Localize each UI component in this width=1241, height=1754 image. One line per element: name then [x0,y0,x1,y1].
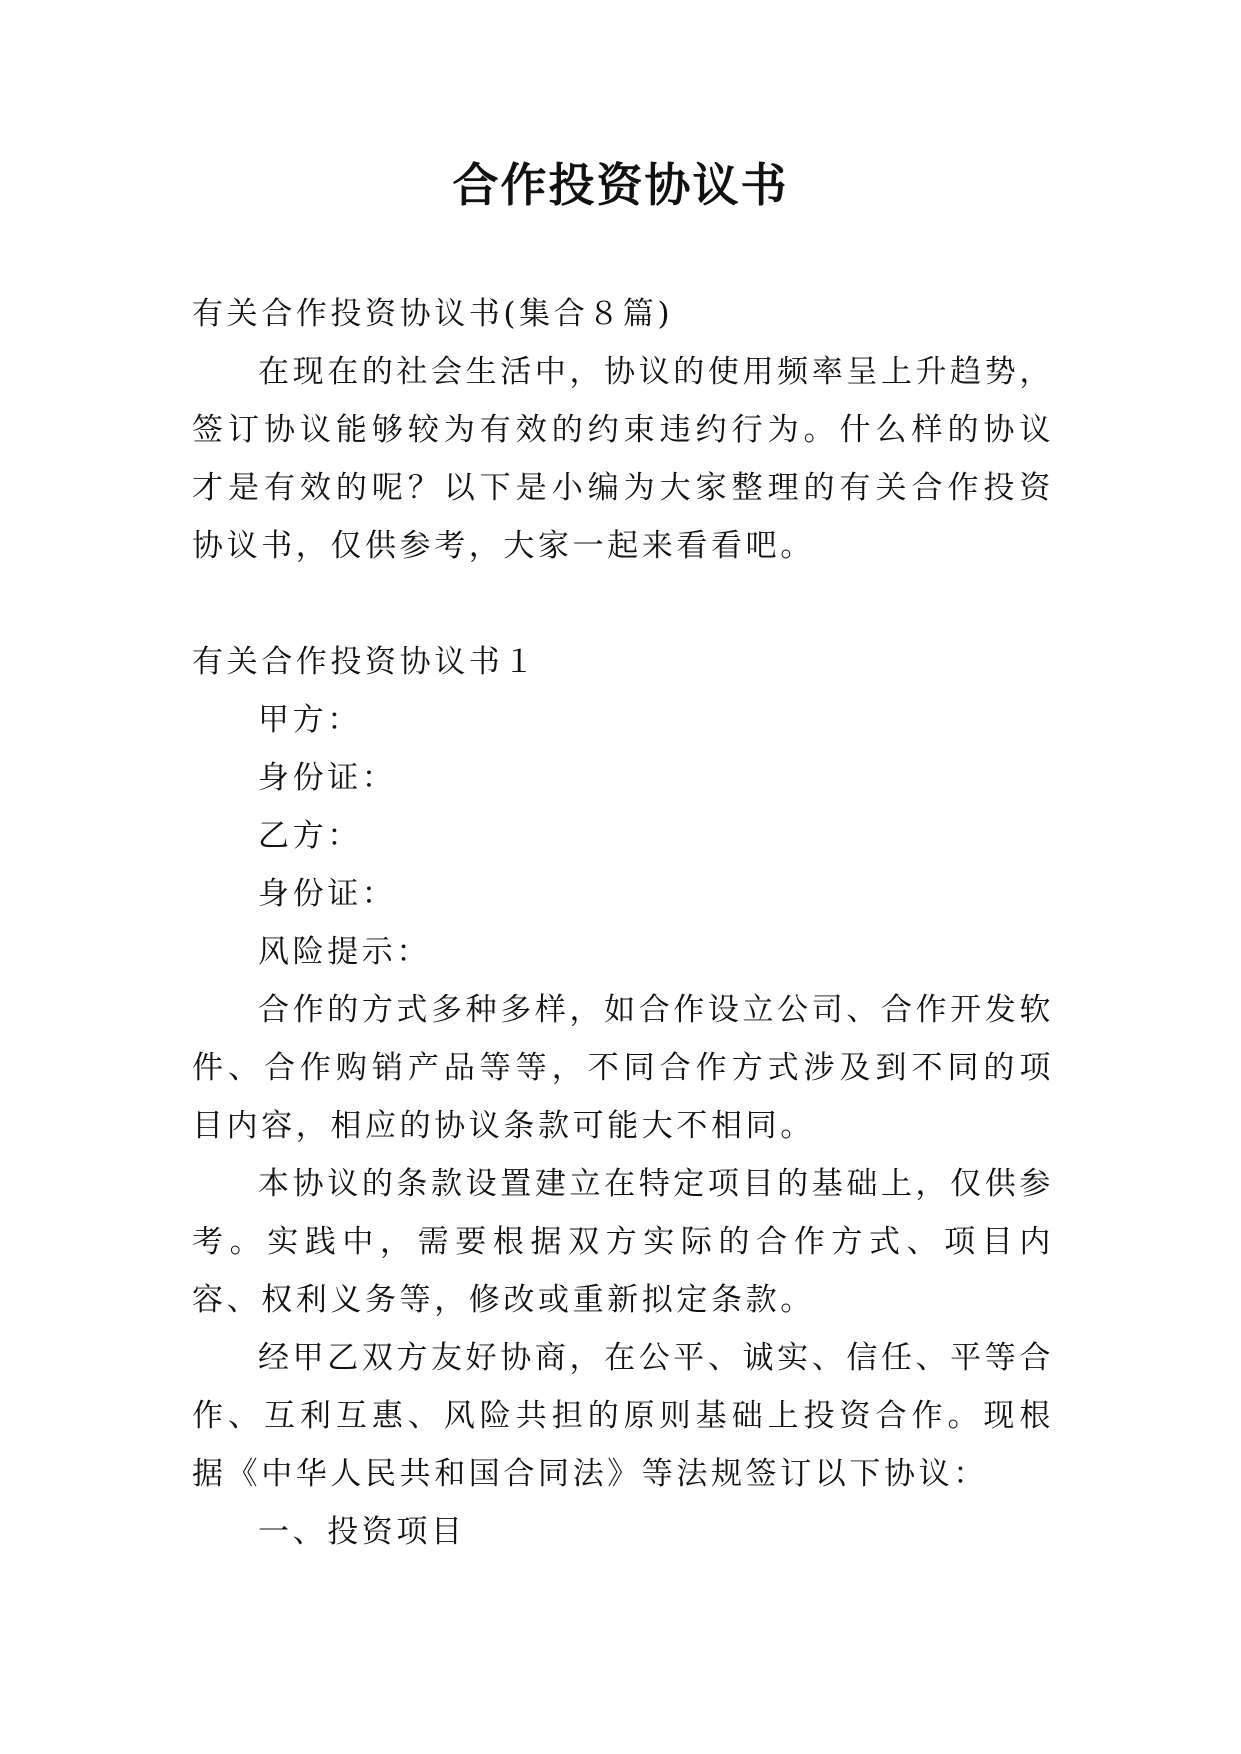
document-title: 合作投资协议书 [452,158,789,212]
party-b-id-line: 身份证： [258,876,397,912]
party-a-line: 甲方： [258,702,362,738]
intro-paragraph: 在现在的社会生活中，协议的使用频率呈上升趋势，签订协议能够较为有效的约束违约行为。什么样的协议才是有效的呢？以下是小编为大家整理的有关合作投资协议书，仅供参考，大家一起来看看吧。 [192,354,1054,564]
risk-paragraph-1: 合作的方式多种多样，如合作设立公司、合作开发软件、合作购销产品等等，不同合作方式涉及到不同的项目内容，相应的协议条款可能大不相同。 [192,992,1054,1144]
party-b-line: 乙方： [258,818,362,854]
risk-paragraph-2: 本协议的条款设置建立在特定项目的基础上，仅供参考。实践中，需要根据双方实际的合作方式、项目内容、权利义务等，修改或重新拟定条款。 [192,1166,1054,1318]
section-heading: 有关合作投资协议书１ [192,644,538,680]
paragraph-spacer [192,575,1054,633]
clause-heading: 一、投资项目 [258,1514,466,1550]
collection-subtitle: 有关合作投资协议书(集合８篇) [192,296,674,332]
risk-heading: 风险提示： [258,934,431,970]
party-a-id-line: 身份证： [258,760,397,796]
document-body [192,285,1054,1561]
preamble-paragraph: 经甲乙双方友好协商，在公平、诚实、信任、平等合作、互利互惠、风险共担的原则基础上投资合作。现根据《中华人民共和国合同法》等法规签订以下协议： [192,1340,1054,1492]
